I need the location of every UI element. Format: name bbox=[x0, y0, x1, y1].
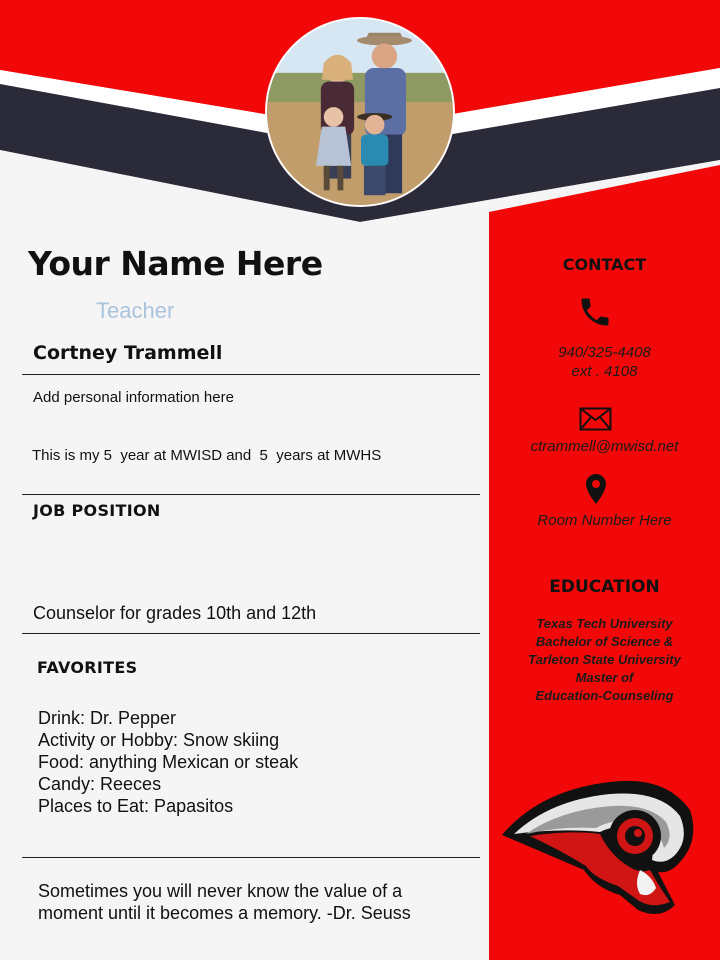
phone-text bbox=[489, 343, 720, 381]
education-line: Education-Counseling bbox=[535, 688, 674, 703]
favorite-item: Places to Eat: Papasitos bbox=[38, 796, 234, 816]
job-position-heading: JOB POSITION bbox=[33, 501, 161, 520]
quote-text: Sometimes you will never know the value of a moment until it becomes a memory. -Dr. Seuss bbox=[38, 881, 411, 923]
person-name: Cortney Trammell bbox=[33, 342, 223, 364]
education-line: Tarleton State University bbox=[528, 652, 681, 667]
family-photo-illustration bbox=[267, 19, 453, 205]
divider bbox=[22, 633, 480, 634]
favorites-heading: FAVORITES bbox=[37, 658, 138, 677]
education-details bbox=[489, 615, 720, 705]
personal-info-text: Add personal information here bbox=[33, 389, 234, 406]
phone-icon bbox=[577, 294, 613, 330]
favorites-list bbox=[38, 707, 298, 817]
ram-mascot-logo bbox=[500, 770, 700, 920]
phone-extension: ext . 4108 bbox=[571, 363, 638, 380]
family-photo bbox=[265, 17, 455, 207]
email-text: ctrammell@mwisd.net bbox=[530, 438, 679, 455]
divider bbox=[22, 494, 480, 495]
contact-heading: CONTACT bbox=[562, 255, 647, 274]
favorite-item: Drink: Dr. Pepper bbox=[38, 708, 177, 728]
divider bbox=[22, 374, 480, 375]
favorite-item: Food: anything Mexican or steak bbox=[38, 752, 299, 772]
envelope-icon bbox=[579, 407, 612, 431]
favorite-item: Candy: Reeces bbox=[38, 774, 162, 794]
profile-name: Your Name Here bbox=[28, 244, 323, 283]
education-line: Bachelor of Science & bbox=[535, 634, 674, 649]
education-line: Master of bbox=[575, 670, 634, 685]
favorite-item: Activity or Hobby: Snow skiing bbox=[38, 730, 280, 750]
job-description: Counselor for grades 10th and 12th bbox=[33, 603, 317, 623]
years-text: This is my 5 year at MWISD and 5 years at MWHS bbox=[32, 447, 382, 464]
profile-role: Teacher bbox=[96, 298, 175, 323]
education-line: Texas Tech University bbox=[536, 616, 673, 631]
map-pin-icon bbox=[586, 474, 606, 504]
room-text: Room Number Here bbox=[537, 512, 672, 529]
phone-number: 940/325-4408 bbox=[558, 344, 651, 361]
education-heading: EDUCATION bbox=[549, 577, 660, 597]
divider bbox=[22, 857, 480, 858]
